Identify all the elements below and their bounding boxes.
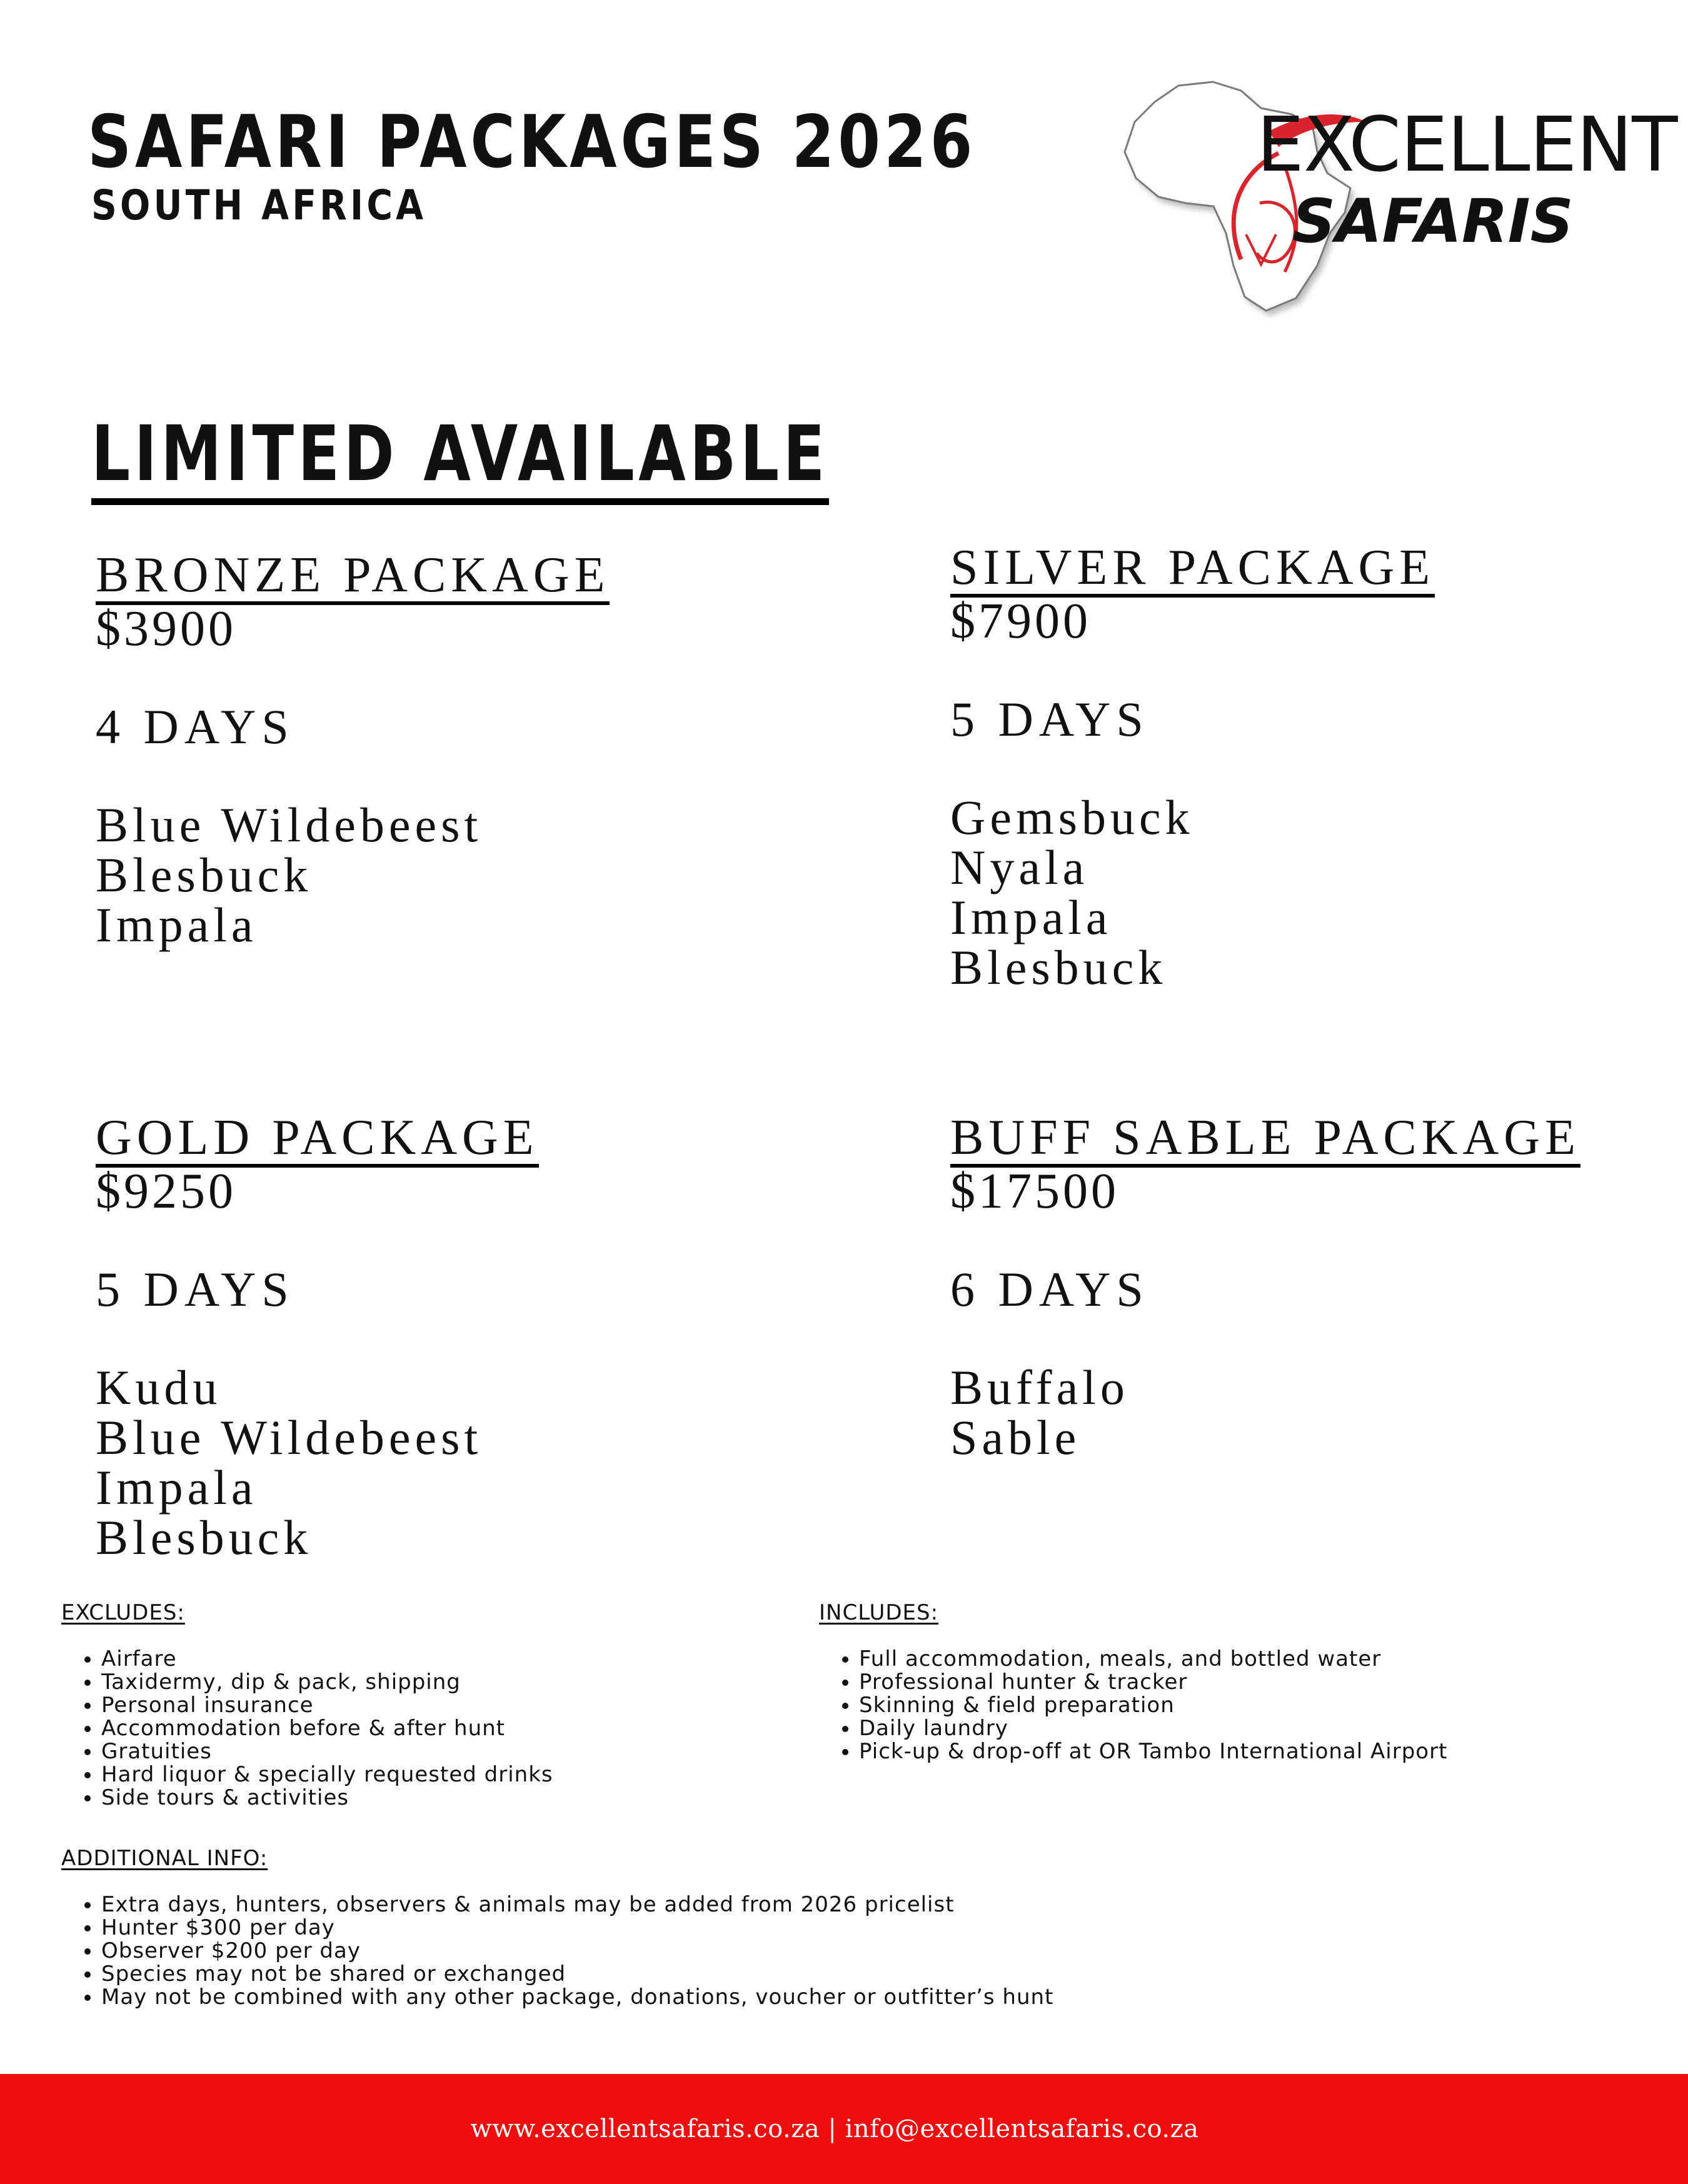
africa-map-icon	[1097, 78, 1677, 322]
package-name: BRONZE PACKAGE	[96, 550, 610, 605]
list-item: • Accommodation before & after hunt	[101, 1717, 553, 1740]
page-subtitle: SOUTH AFRICA	[91, 181, 427, 229]
package-price: $9250	[96, 1164, 236, 1219]
species-list	[96, 800, 610, 950]
excellent-safaris-logo	[1097, 78, 1677, 322]
list-item: • Daily laundry	[859, 1717, 1447, 1740]
list-item: • Extra days, hunters, observers & animals may be added from 2026 pricelist	[101, 1893, 1053, 1916]
list-item: • Side tours & activities	[101, 1786, 553, 1810]
species-item: Nyala	[950, 840, 1089, 894]
species-item: Sable	[950, 1410, 1081, 1465]
page-title: SAFARI PACKAGES 2026	[88, 100, 977, 184]
list-item: • Gratuities	[101, 1740, 553, 1763]
excludes-heading: EXCLUDES:	[61, 1600, 185, 1625]
list-item: • Pick-up & drop-off at OR Tambo International Airport	[859, 1740, 1447, 1763]
additional-info-heading: ADDITIONAL INFO:	[61, 1846, 268, 1871]
list-item: • Taxidermy, dip & pack, shipping	[101, 1671, 553, 1694]
package-days: 4 DAYS	[96, 699, 294, 754]
package-name: GOLD PACKAGE	[96, 1113, 539, 1168]
silver-package	[950, 540, 1435, 994]
species-item: Impala	[950, 890, 1112, 944]
species-item: Blesbuck	[950, 940, 1167, 994]
species-item: Blesbuck	[96, 1510, 313, 1565]
list-item: • Skinning & field preparation	[859, 1694, 1447, 1717]
includes-section	[819, 1601, 1447, 1763]
package-name: BUFF SABLE PACKAGE	[950, 1113, 1580, 1168]
additional-info-section	[61, 1847, 1053, 2009]
species-item: Blue Wildebeest	[96, 1410, 483, 1465]
footer-bar	[0, 2074, 1688, 2184]
species-list	[950, 790, 1435, 994]
list-item: • Airfare	[101, 1648, 553, 1671]
includes-list	[819, 1648, 1447, 1763]
additional-info-list	[61, 1893, 1053, 2009]
package-price: $3900	[96, 601, 236, 656]
list-item: • Personal insurance	[101, 1694, 553, 1717]
includes-heading: INCLUDES:	[819, 1600, 939, 1625]
list-item: • Professional hunter & tracker	[859, 1671, 1447, 1694]
limited-available-heading: LIMITED AVAILABLE	[91, 416, 829, 505]
list-item: • Hunter $300 per day	[101, 1916, 1053, 1940]
footer-contact-text[interactable]: www.excellentsafaris.co.za | info@excellentsafaris.co.za	[470, 2115, 1199, 2143]
list-item: • Observer $200 per day	[101, 1940, 1053, 1963]
species-item: Impala	[96, 898, 258, 952]
species-list	[96, 1360, 539, 1565]
package-days: 5 DAYS	[950, 692, 1149, 746]
list-item: • Species may not be shared or exchanged	[101, 1963, 1053, 1986]
list-item: • May not be combined with any other package, donations, voucher or outfitter’s hunt	[101, 1986, 1053, 2009]
species-item: Kudu	[96, 1360, 222, 1415]
species-item: Blesbuck	[96, 848, 313, 902]
logo-line1: EXCELLENT	[1257, 102, 1677, 189]
package-price: $7900	[950, 594, 1091, 649]
package-days: 5 DAYS	[96, 1262, 294, 1316]
buff-sable-package	[950, 1110, 1580, 1465]
excludes-list	[61, 1648, 553, 1810]
list-item: • Full accommodation, meals, and bottled water	[859, 1648, 1447, 1671]
package-days: 6 DAYS	[950, 1262, 1149, 1316]
excludes-section	[61, 1601, 553, 1810]
gold-package	[96, 1110, 539, 1565]
species-item: Blue Wildebeest	[96, 798, 483, 852]
bronze-package	[96, 550, 610, 950]
logo-line2: SAFARIS	[1292, 186, 1574, 256]
package-price: $17500	[950, 1164, 1119, 1219]
species-list	[950, 1360, 1580, 1465]
package-name: SILVER PACKAGE	[950, 543, 1435, 598]
list-item: • Hard liquor & specially requested drinks	[101, 1763, 553, 1786]
species-item: Buffalo	[950, 1360, 1129, 1415]
species-item: Gemsbuck	[950, 790, 1194, 844]
species-item: Impala	[96, 1460, 258, 1515]
